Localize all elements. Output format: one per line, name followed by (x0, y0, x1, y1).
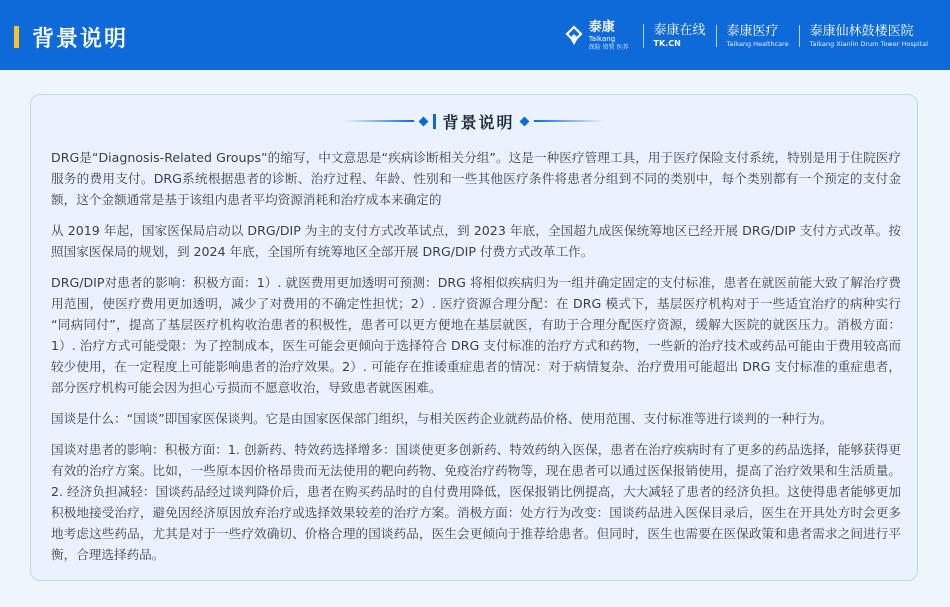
card-title-accent (433, 114, 436, 129)
title-accent-bar (14, 26, 19, 48)
card-title: 背景说明 (442, 112, 515, 132)
brand-cn: 泰康医疗 (726, 23, 779, 39)
paragraph-drg-definition: DRG是“Diagnosis-Related Groups”的缩写，中文意思是“疾病诊断相关分组”。这是一种医疗管理工具，用于医疗保险支付系统，特别是用于住院医疗服务的费用支付。DRG系统根据患者的诊断、治疗过程、年龄、性别和一些其他医疗条件将患者分组到不同的类别中，每个类别都有一个预定的支付金额，这个金额通常是基于该组内患者平均资源消耗和治疗成本来确定的 (51, 150, 901, 207)
header-bar (0, 0, 950, 70)
logo-cn-text: 泰康 (588, 20, 615, 35)
page-title: 背景说明 (32, 27, 129, 52)
taikang-logo-icon (563, 25, 585, 47)
brand-cn: 泰康仙林鼓楼医院 (809, 23, 914, 39)
paragraph-guotan-impact: 国谈对患者的影响：积极方面：1. 创新药、特效药选择增多：国谈使更多创新药、特效药纳入医保，患者在治疗疾病时有了更多的药品选择，能够获得更有效的治疗方案。比如，一些原本因价格昂贵而无法使用的靶向药物、免疫治疗药物等，现在患者可以通过医保报销使用，提高了治疗效果和生活质量。2. 经济负担减轻：国谈药品经过谈判降价后，患者在购买药品时的自付费用降低，医保报销比例提高，大大减轻了患者的经济负担。这使得患者能够更加积极地接受治疗，避免因经济原因放弃治疗或选择效果较差的治疗方案。消极方面：处方行为改变：国谈药品进入医保目录后，医生在开具处方时会更多地考虑这些药品，尤其是对于一些疗效确切、价格合理的国谈药品，医生会更倾向于推荐给患者。但同时，医生也需要在医保政策和患者需求之间进行平衡，合理选择药品。 (51, 442, 901, 562)
logo-en-text: Taikang (588, 35, 616, 43)
taikang-logo (563, 21, 629, 51)
brand-tk-hospital (799, 25, 938, 48)
card-title-row (31, 109, 917, 133)
paragraph-drg-impact: DRG/DIP对患者的影响：积极方面：1）. 就医费用更加透明可预测：DRG 将相似疾病归为一组并确定固定的支付标准，患者在就医前能大致了解治疗费用范围，使医疗费用更加透明，减少了对费用的不确定性担忧；2）. 医疗资源合理分配：在 DRG 模式下，基层医疗机构对于一些适宜治疗的病种实行 “同病同付”，提高了基层医疗机构收治患者的积极性，患者可以更方便地在基层就医，有助于合理分配医疗资源，缓解大医院的就医压力。消极方面：1）. 治疗方式可能受限：为了控制成本，医生可能会更倾向于选择符合 DRG 支付标准的治疗方式和药物，一些新的治疗技术或药品可能由于费用较高而较少使用，在一定程度上可能影响患者的治疗效果。2）. 可能存在推诿重症患者的情况：对于病情复杂、治疗费用可能超出 DRG 支付标准的重症患者，部分医疗机构可能会因为担心亏损而不愿意收治，导致患者就医困难。 (51, 275, 901, 395)
card-content (51, 147, 901, 575)
brand-cn: 泰康在线 (653, 23, 706, 38)
brand-en: Taikang Xianlin Drum Tower Hospital (809, 39, 928, 48)
brand-tk-online (643, 24, 716, 48)
brand-tk-healthcare (716, 25, 799, 48)
content-card (30, 94, 918, 581)
diamond-icon (419, 116, 429, 126)
logo-sub-text: 保险 资管 医养 (588, 44, 629, 51)
paragraph-drg-reform: 从 2019 年起，国家医保局启动以 DRG/DIP 为主的支付方式改革试点，到 2023 年底，全国超九成医保统筹地区已经开展 DRG/DIP 支付方式改革。按照国家医保局的规划，到 2024 年底，全国所有统筹地区全部开展 DRG/DIP 付费方式改革工作。 (51, 223, 901, 259)
brand-en: Taikang Healthcare (726, 39, 789, 48)
brand-logos (563, 16, 938, 56)
title-decor-line-left (344, 120, 414, 122)
diamond-icon (519, 116, 529, 126)
brand-en: TK.CN (653, 39, 681, 48)
title-decor-line-right (534, 120, 604, 122)
paragraph-guotan-definition: 国谈是什么：“国谈”即国家医保谈判。它是由国家医保部门组织，与相关医药企业就药品价格、使用范围、支付标准等进行谈判的一种行为。 (51, 411, 833, 426)
